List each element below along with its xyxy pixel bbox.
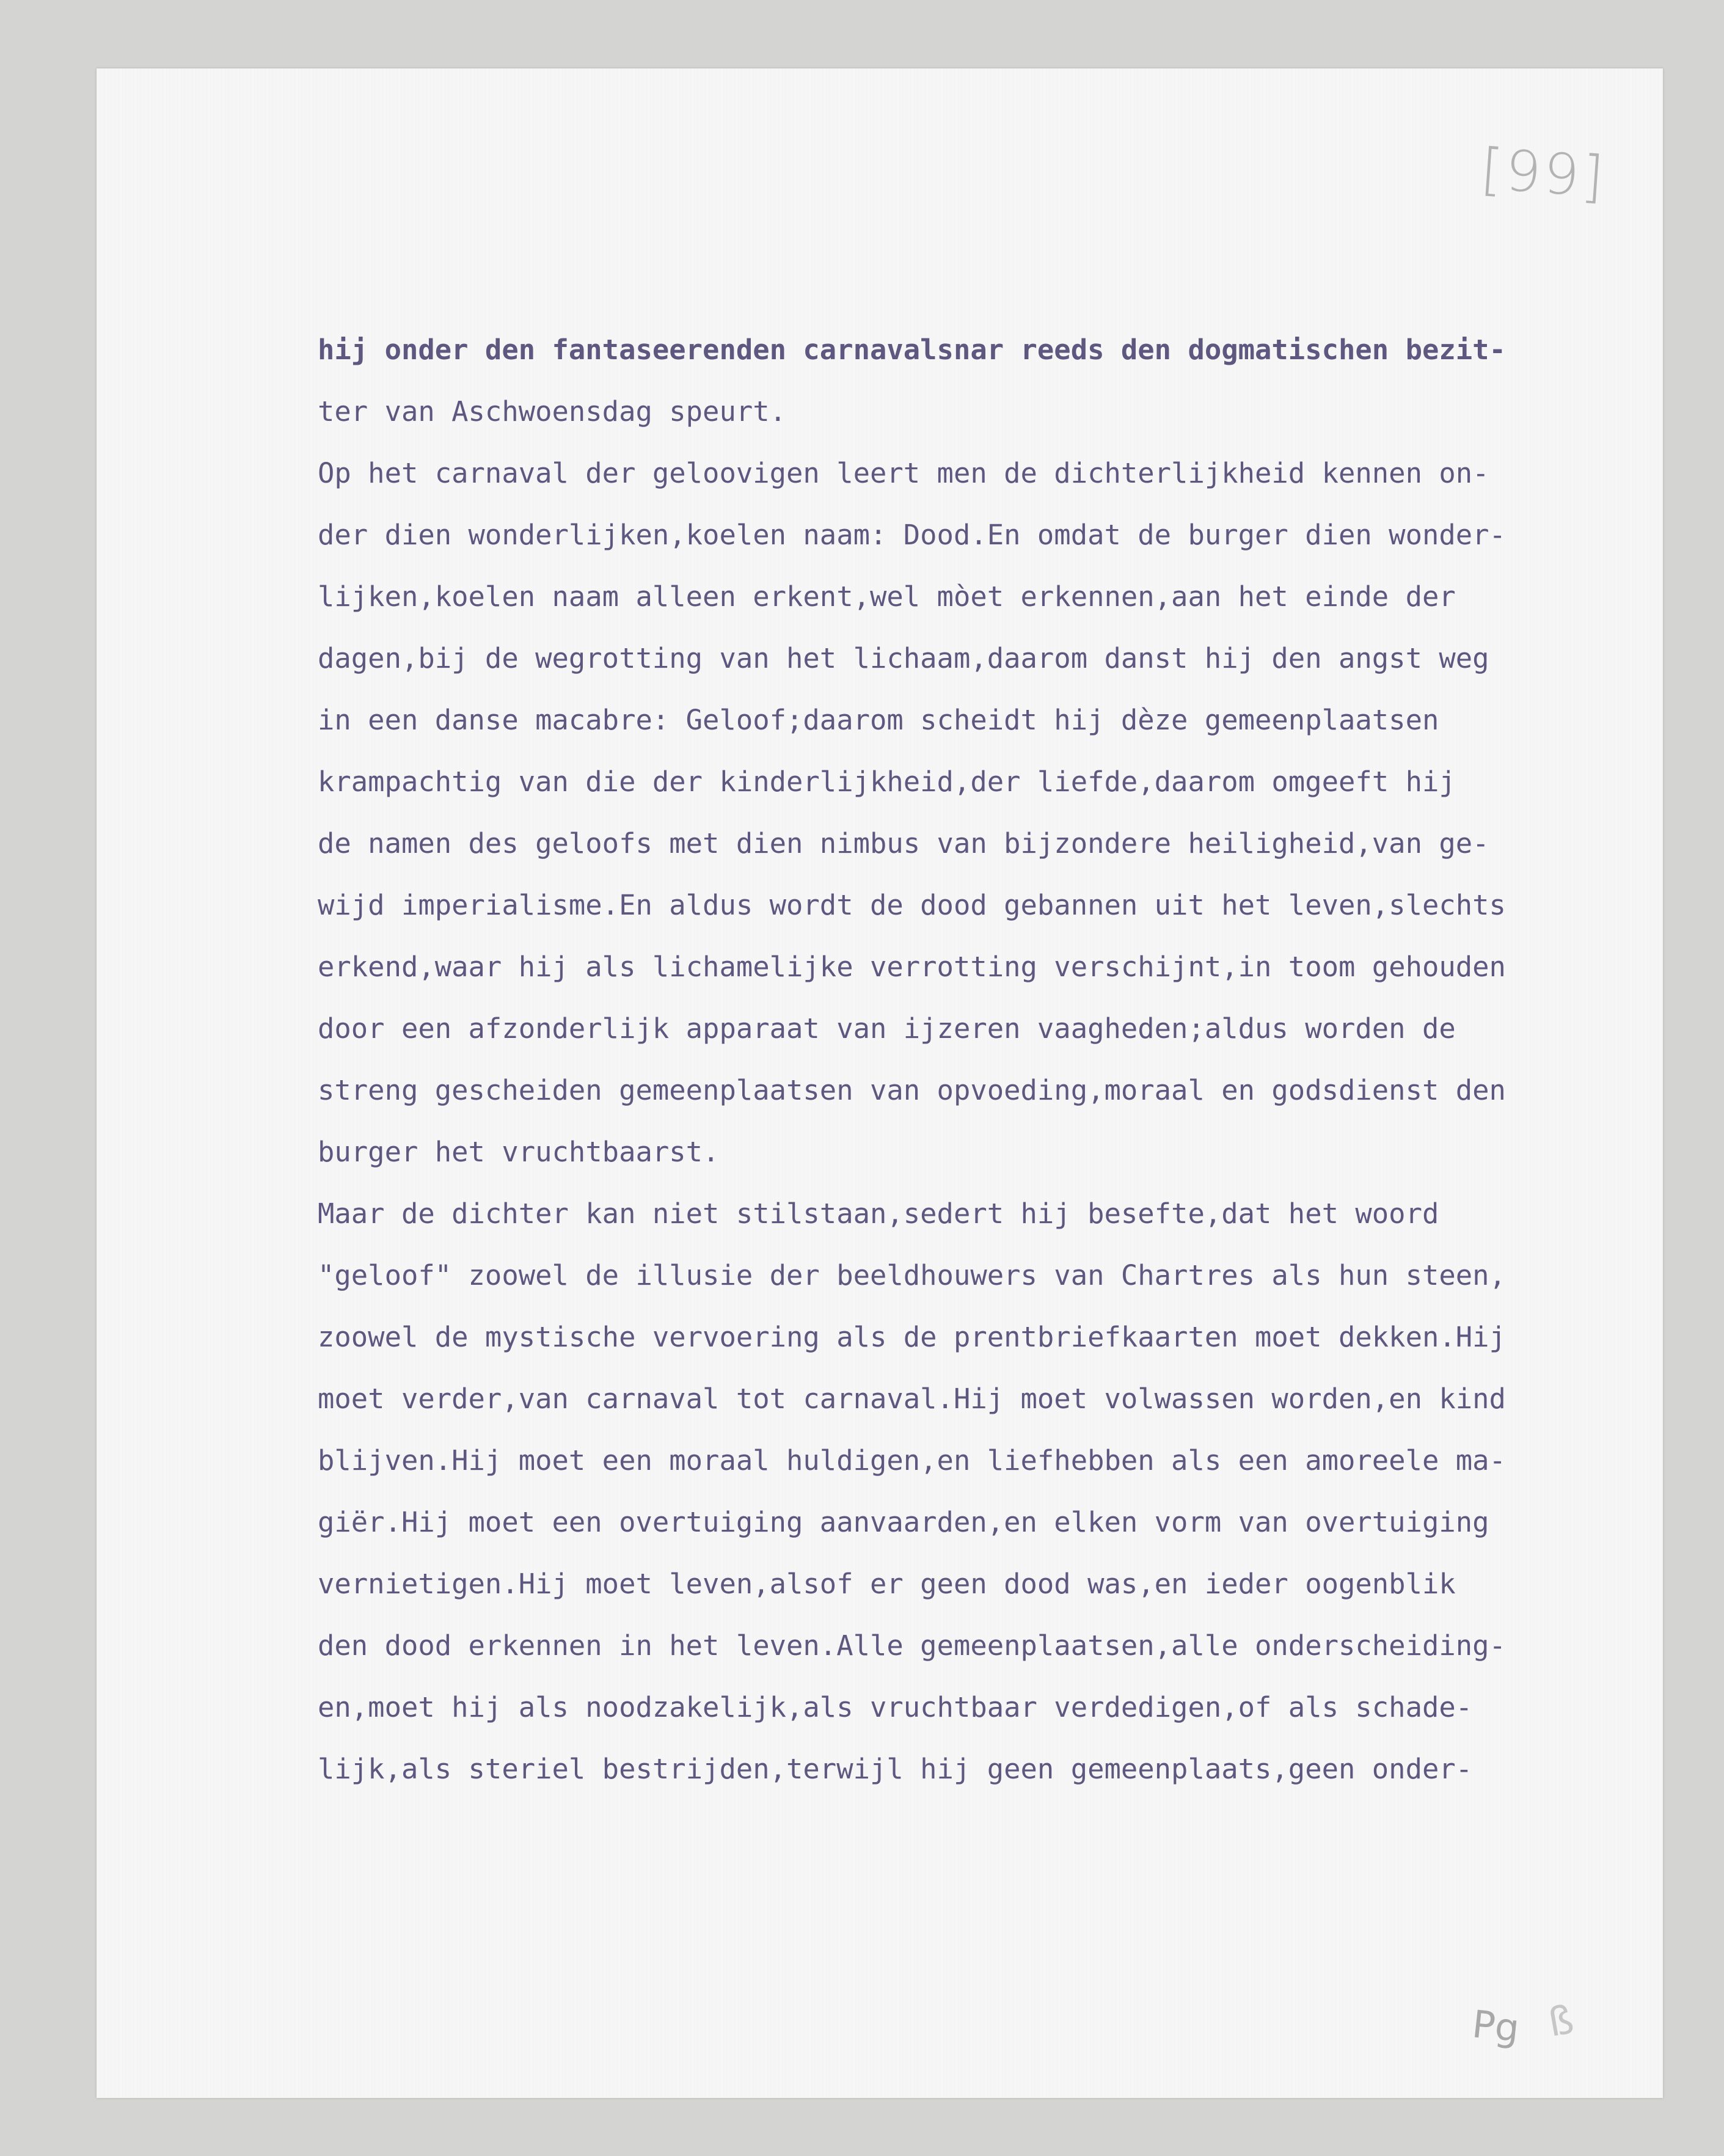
text-line: burger het vruchtbaarst.: [318, 1136, 720, 1168]
pencil-mark: ß: [1544, 1997, 1577, 2046]
text-line: dagen,bij de wegrotting van het lichaam,daarom danst hij den angst weg: [318, 642, 1489, 674]
pencil-annotation: Pg: [1470, 2001, 1522, 2051]
text-line: "geloof" zoowel de illusie der beeldhouwers van Chartres als hun steen,: [318, 1259, 1506, 1292]
text-line: zoowel de mystische vervoering als de prentbriefkaarten moet dekken.Hij: [318, 1321, 1506, 1353]
text-line: moet verder,van carnaval tot carnaval.Hij moet volwassen worden,en kind: [318, 1383, 1506, 1415]
typed-text-block: [318, 319, 1631, 1800]
text-line: giër.Hij moet een overtuiging aanvaarden,en elken vorm van overtuiging: [318, 1506, 1489, 1538]
text-line: erkend,waar hij als lichamelijke verrotting verschijnt,in toom gehouden: [318, 951, 1506, 983]
text-line: vernietigen.Hij moet leven,alsof er geen dood was,en ieder oogenblik: [318, 1568, 1456, 1600]
text-line: hij onder den fantaseerenden carnavalsnar reeds den dogmatischen bezit-: [318, 334, 1506, 366]
text-line: Maar de dichter kan niet stilstaan,sedert hij besefte,dat het woord: [318, 1197, 1439, 1230]
text-line: lijk,als steriel bestrijden,terwijl hij geen gemeenplaats,geen onder-: [318, 1753, 1473, 1785]
text-line: in een danse macabre: Geloof;daarom scheidt hij dèze gemeenplaatsen: [318, 704, 1439, 736]
text-line: der dien wonderlijken,koelen naam: Dood.En omdat de burger dien wonder-: [318, 519, 1506, 551]
text-line: streng gescheiden gemeenplaatsen van opvoeding,moraal en godsdienst den: [318, 1074, 1506, 1106]
text-line: wijd imperialisme.En aldus wordt de dood gebannen uit het leven,slechts: [318, 889, 1506, 921]
text-line: ter van Aschwoensdag speurt.: [318, 395, 787, 428]
text-line: Op het carnaval der geloovigen leert men de dichterlijkheid kennen on-: [318, 457, 1489, 489]
folio-number: [99]: [1478, 136, 1609, 211]
text-line: door een afzonderlijk apparaat van ijzeren vaagheden;aldus worden de: [318, 1012, 1456, 1045]
text-line: blijven.Hij moet een moraal huldigen,en liefhebben als een amoreele ma-: [318, 1444, 1506, 1477]
text-line: den dood erkennen in het leven.Alle gemeenplaatsen,alle onderscheiding-: [318, 1629, 1506, 1662]
text-line: de namen des geloofs met dien nimbus van bijzondere heiligheid,van ge-: [318, 827, 1489, 860]
text-line: lijken,koelen naam alleen erkent,wel mòet erkennen,aan het einde der: [318, 580, 1456, 613]
text-line: en,moet hij als noodzakelijk,als vruchtbaar verdedigen,of als schade-: [318, 1691, 1473, 1723]
text-line: krampachtig van die der kinderlijkheid,der liefde,daarom omgeeft hij: [318, 766, 1456, 798]
